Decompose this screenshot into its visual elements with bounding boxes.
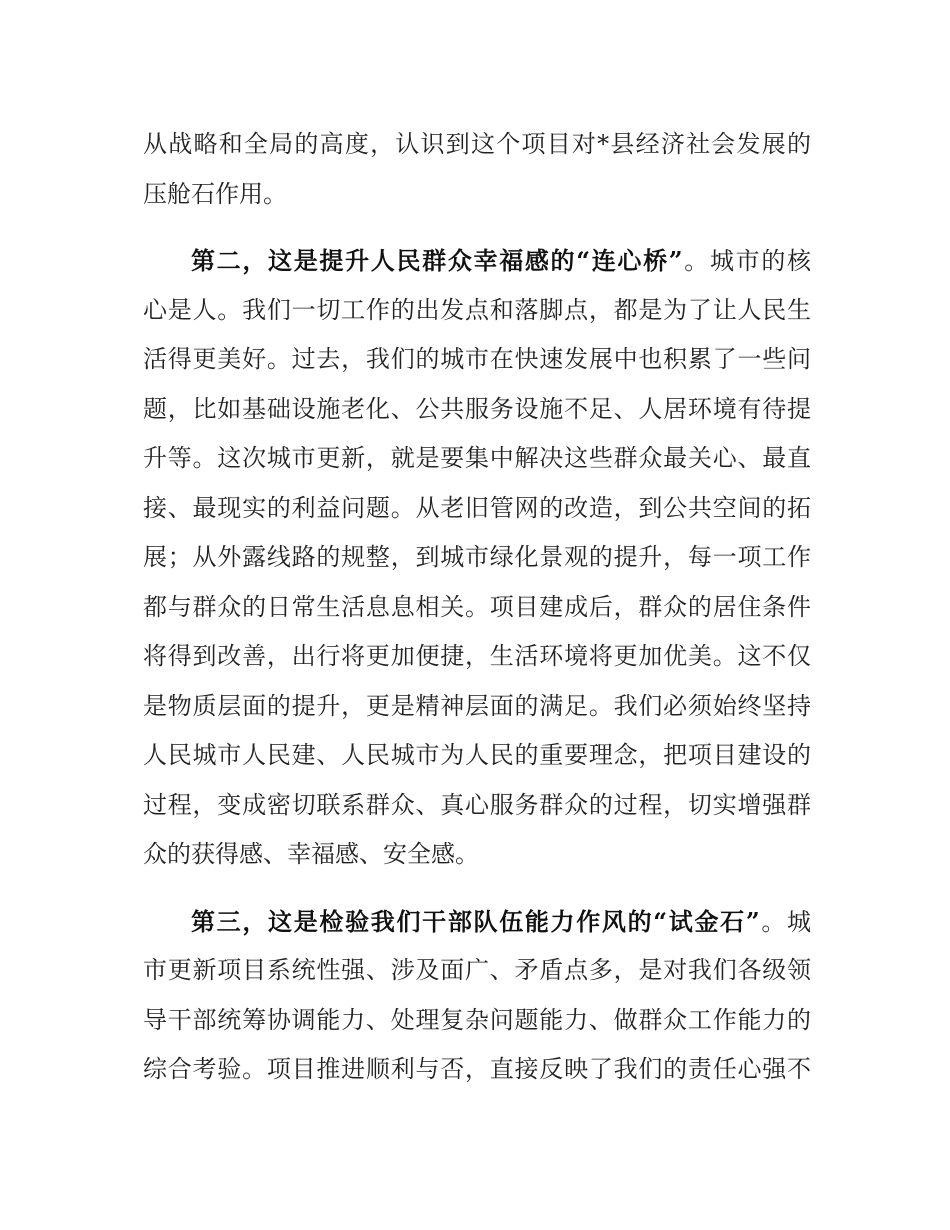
text-line bbox=[143, 897, 811, 947]
text-line: 将得到改善，出行将更加便捷，生活环境将更加优美。这不仅 bbox=[143, 642, 811, 670]
text-line: 活得更美好。过去，我们的城市在快速发展中也积累了一些问 bbox=[143, 345, 811, 373]
paragraph-heading: 第三，这是检验我们干部队伍能力作风的“试金石” bbox=[191, 906, 760, 936]
text-line: 是物质层面的提升，更是精神层面的满足。我们必须始终坚持 bbox=[143, 691, 811, 720]
text-line: 都与群众的日常生活息息相关。项目建成后，群众的居住条件 bbox=[143, 592, 811, 621]
text-line: 市更新项目系统性强、涉及面广、矛盾点多，是对我们各级领 bbox=[143, 956, 811, 984]
text-line: 升等。这次城市更新，就是要集中解决这些群众最关心、最直 bbox=[143, 444, 811, 472]
text-line: 展；从外露线路的规整，到城市绿化景观的提升，每一项工作 bbox=[143, 543, 811, 571]
text-line bbox=[143, 236, 811, 286]
paragraph-heading: 第二，这是提升人民群众幸福感的“连心桥” bbox=[191, 246, 683, 275]
text-line: 压舱石作用。 bbox=[143, 179, 287, 208]
document-page bbox=[143, 120, 811, 1095]
paragraph-2 bbox=[143, 236, 811, 880]
text-line: 导干部统筹协调能力、处理复杂问题能力、做群众工作能力的 bbox=[143, 1005, 811, 1034]
text-line: 众的获得感、幸福感、安全感。 bbox=[143, 840, 479, 868]
text-run: 。城 bbox=[759, 907, 812, 936]
text-line: 从战略和全局的高度，认识到这个项目对*县经济社会发展的 bbox=[143, 130, 811, 158]
text-line: 过程，变成密切联系群众、真心服务群众的过程，切实增强群 bbox=[143, 790, 811, 819]
text-line: 接、最现实的利益问题。从老旧管网的改造，到公共空间的拓 bbox=[143, 493, 811, 522]
text-line: 综合考验。项目推进顺利与否，直接反映了我们的责任心强不 bbox=[143, 1055, 811, 1083]
text-line: 心是人。我们一切工作的出发点和落脚点，都是为了让人民生 bbox=[143, 295, 811, 324]
text-line: 题，比如基础设施老化、公共服务设施不足、人居环境有待提 bbox=[143, 394, 811, 423]
paragraph-3 bbox=[143, 897, 811, 1095]
text-run: 。城市的核 bbox=[682, 247, 812, 275]
text-line: 人民城市人民建、人民城市为人民的重要理念，把项目建设的 bbox=[143, 741, 811, 769]
paragraph-1 bbox=[143, 120, 811, 219]
